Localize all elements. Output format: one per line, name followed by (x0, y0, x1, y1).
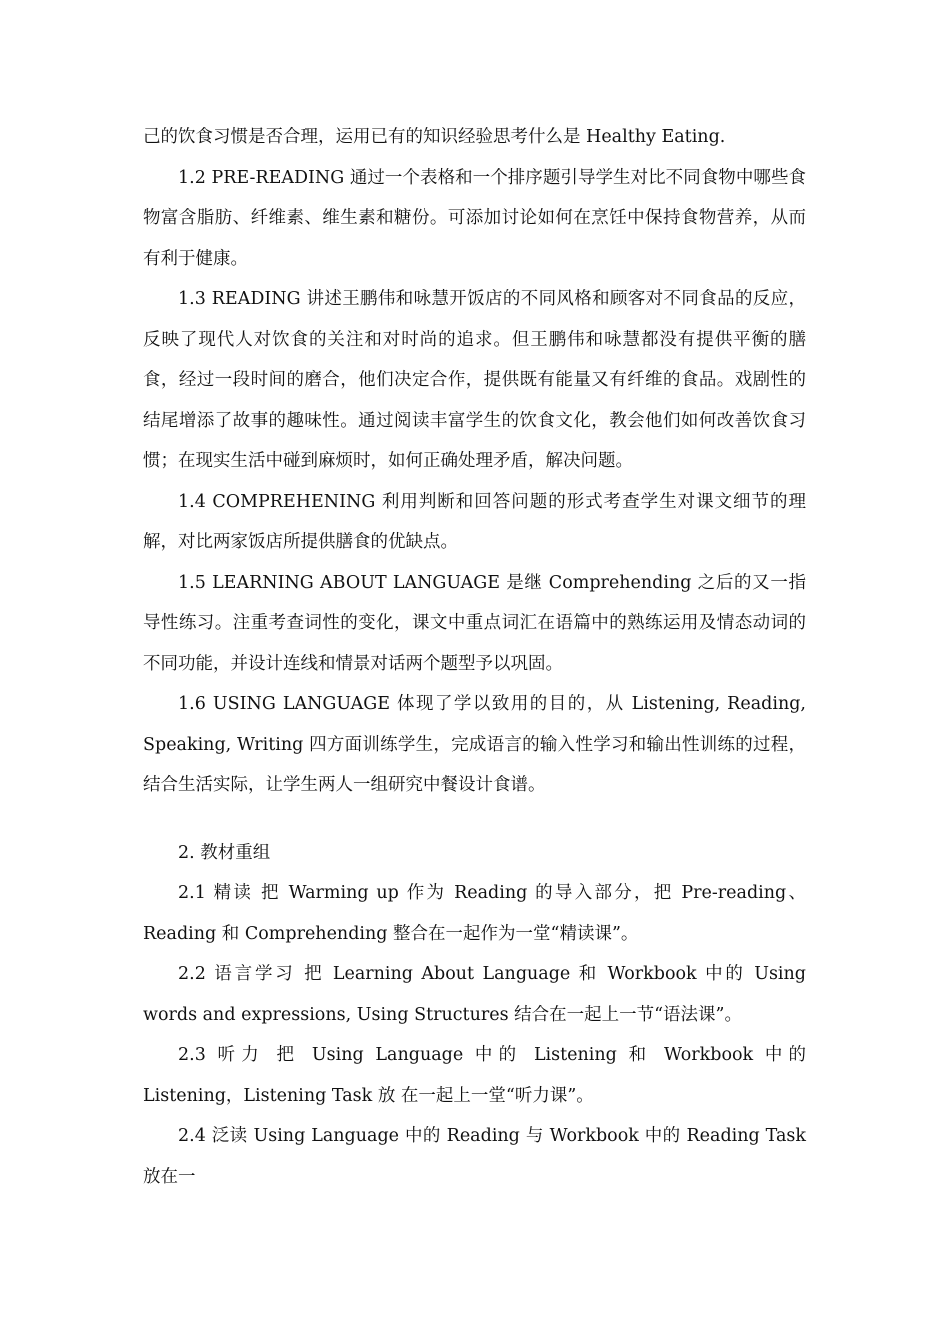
section-spacer (143, 806, 806, 833)
paragraph-1-2-pre-reading: 1.2 PRE-READING 通过一个表格和一个排序题引导学生对比不同食物中哪些食物富含脂肪、纤维素、维生素和糖份。可添加讨论如何在烹饪中保持食物营养，从而有利于健康。 (143, 167, 806, 269)
paragraph-1-6-using-language: 1.6 USING LANGUAGE 体现了学以致用的目的，从 Listening, Reading, Speaking, Writing 四方面训练学生，完成语言的输入性学习和输出性训练的过程，结合生活实际，让学生两人一组研究中餐设计食谱。 (143, 694, 806, 795)
paragraph-2-2-language-study: 2.2 语言学习 把 Learning About Language 和 Workbook 中的 Using words and expressions, Using Structures 结合在一起上一节“语法课”。 (143, 964, 806, 1025)
paragraph-2-3-listening: 2.3 听力 把 Using Language 中的 Listening 和 Workbook 中的 Listening，Listening Task 放 在一起上一堂“听力课”。 (143, 1045, 806, 1106)
section-heading-2: 2. 教材重组 (178, 842, 271, 863)
paragraph-2-1-intensive-reading: 2.1 精读 把 Warming up 作为 Reading 的导入部分，把 Pre-reading、Reading 和 Comprehending 整合在一起作为一堂“精读课”。 (143, 883, 806, 944)
paragraph-2-4-extensive-reading: 2.4 泛读 Using Language 中的 Reading 与 Workbook 中的 Reading Task 放在一 (143, 1126, 806, 1187)
paragraph-intro-continuation: 己的饮食习惯是否合理，运用已有的知识经验思考什么是 Healthy Eating. (143, 127, 726, 147)
document-page (143, 117, 806, 1197)
paragraph-1-5-learning-about-language: 1.5 LEARNING ABOUT LANGUAGE 是继 Comprehending 之后的又一指导性练习。注重考查词性的变化，课文中重点词汇在语篇中的熟练运用及情态动词的不同功能，并设计连线和情景对话两个题型予以巩固。 (143, 572, 806, 674)
paragraph-1-3-reading: 1.3 READING 讲述王鹏伟和咏慧开饭店的不同风格和顾客对不同食品的反应，反映了现代人对饮食的关注和对时尚的追求。但王鹏伟和咏慧都没有提供平衡的膳食，经过一段时间的磨合，他们决定合作，提供既有能量又有纤维的食品。戏剧性的结尾增添了故事的趣味性。通过阅读丰富学生的饮食文化，教会他们如何改善饮食习惯；在现实生活中碰到麻烦时，如何正确处理矛盾，解决问题。 (143, 289, 806, 471)
paragraph-1-4-comprehending: 1.4 COMPREHENING 利用判断和回答问题的形式考查学生对课文细节的理解，对比两家饭店所提供膳食的优缺点。 (143, 491, 806, 552)
